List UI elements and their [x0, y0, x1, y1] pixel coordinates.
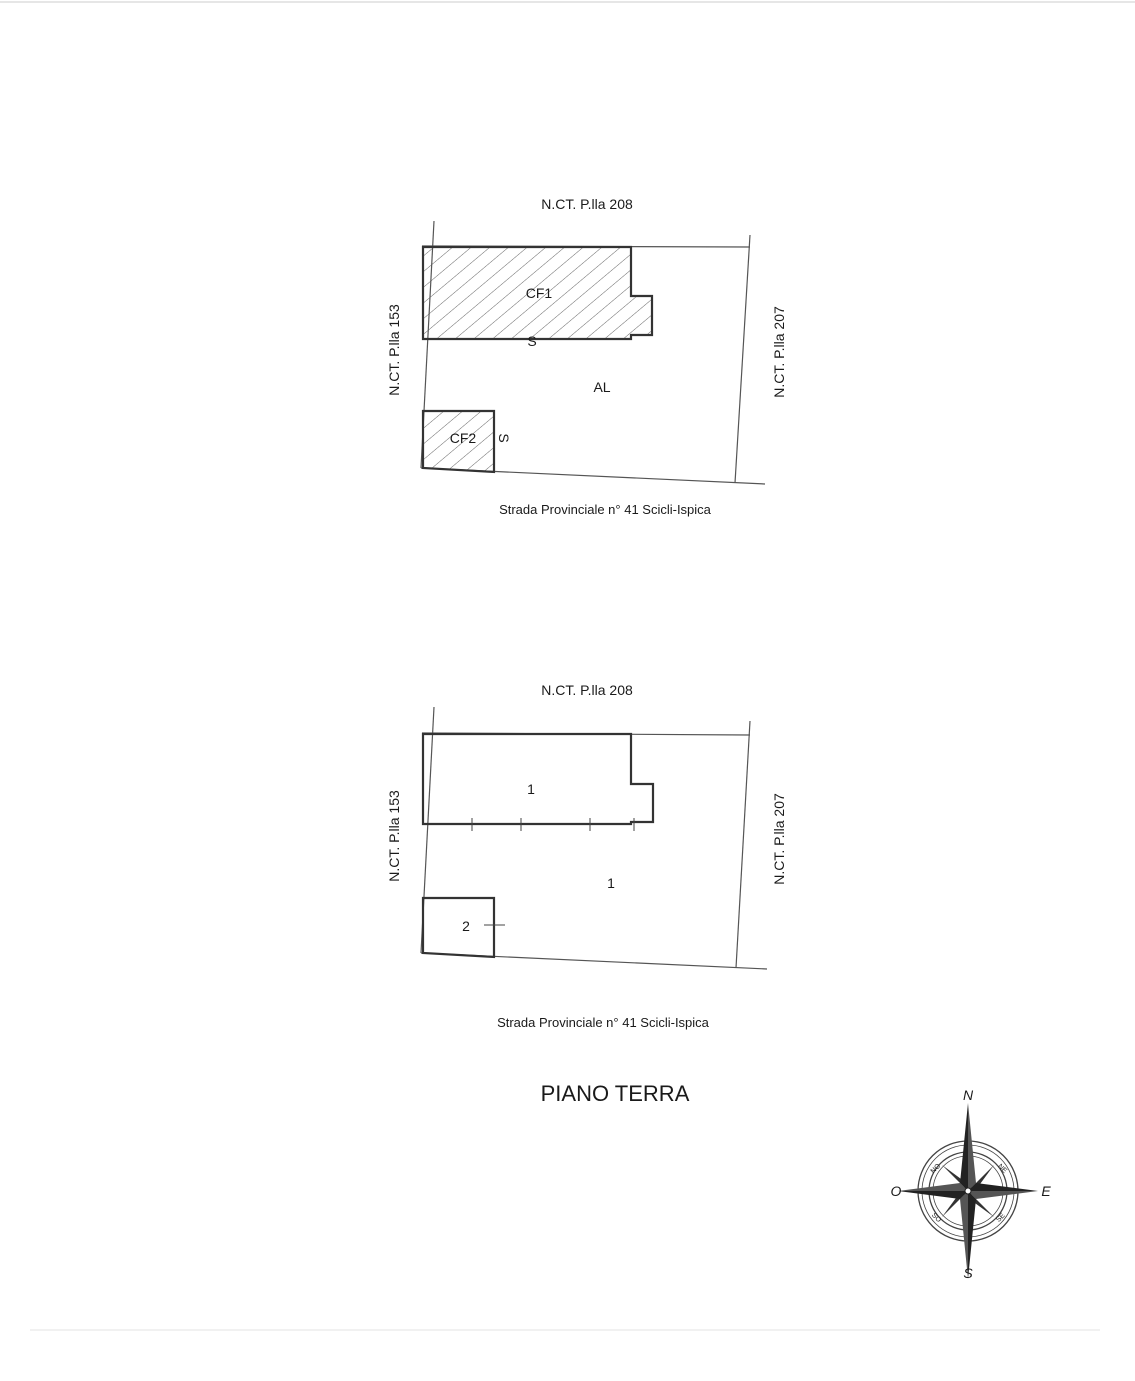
upper-building-cf2-label: CF2	[449, 430, 477, 446]
lower-building-2-outline	[423, 898, 494, 957]
compass-south-letter: S	[963, 1265, 973, 1281]
upper-building-cf1-label: CF1	[525, 285, 553, 301]
lower-yard-label: 1	[607, 875, 615, 891]
compass-nw-letter: NO	[929, 1162, 943, 1176]
compass-ne-letter: NE	[996, 1163, 1008, 1175]
upper-building-cf2-mark: S	[496, 433, 512, 443]
upper-yard-label: AL	[593, 379, 611, 395]
lower-plan	[386, 682, 787, 1030]
upper-plan	[386, 196, 787, 517]
upper-building-cf1-mark: S	[527, 333, 537, 349]
compass-se-letter: SE	[995, 1212, 1007, 1224]
floor-title: PIANO TERRA	[540, 1081, 690, 1106]
lower-south-label: Strada Provinciale n° 41 Scicli-Ispica	[497, 1015, 709, 1030]
upper-east-boundary	[735, 235, 750, 483]
upper-east-label: N.CT. P.lla 207	[771, 306, 787, 398]
compass-west-letter: O	[890, 1183, 902, 1199]
lower-building-2-label: 2	[462, 918, 470, 934]
lower-east-label: N.CT. P.lla 207	[771, 793, 787, 885]
lower-west-label: N.CT. P.lla 153	[386, 790, 402, 882]
upper-west-label: N.CT. P.lla 153	[386, 304, 402, 396]
compass-sw-letter: SO	[930, 1211, 943, 1224]
upper-south-label: Strada Provinciale n° 41 Scicli-Ispica	[499, 502, 711, 517]
compass-east-letter: E	[1041, 1183, 1051, 1199]
compass-rose-icon	[898, 1103, 1038, 1279]
lower-east-boundary	[736, 721, 750, 968]
compass-north-letter: N	[962, 1087, 974, 1103]
lower-building-1-outline	[423, 734, 653, 824]
lower-building-1-label: 1	[527, 781, 535, 797]
upper-north-label: N.CT. P.lla 208	[541, 196, 633, 212]
lower-north-label: N.CT. P.lla 208	[541, 682, 633, 698]
